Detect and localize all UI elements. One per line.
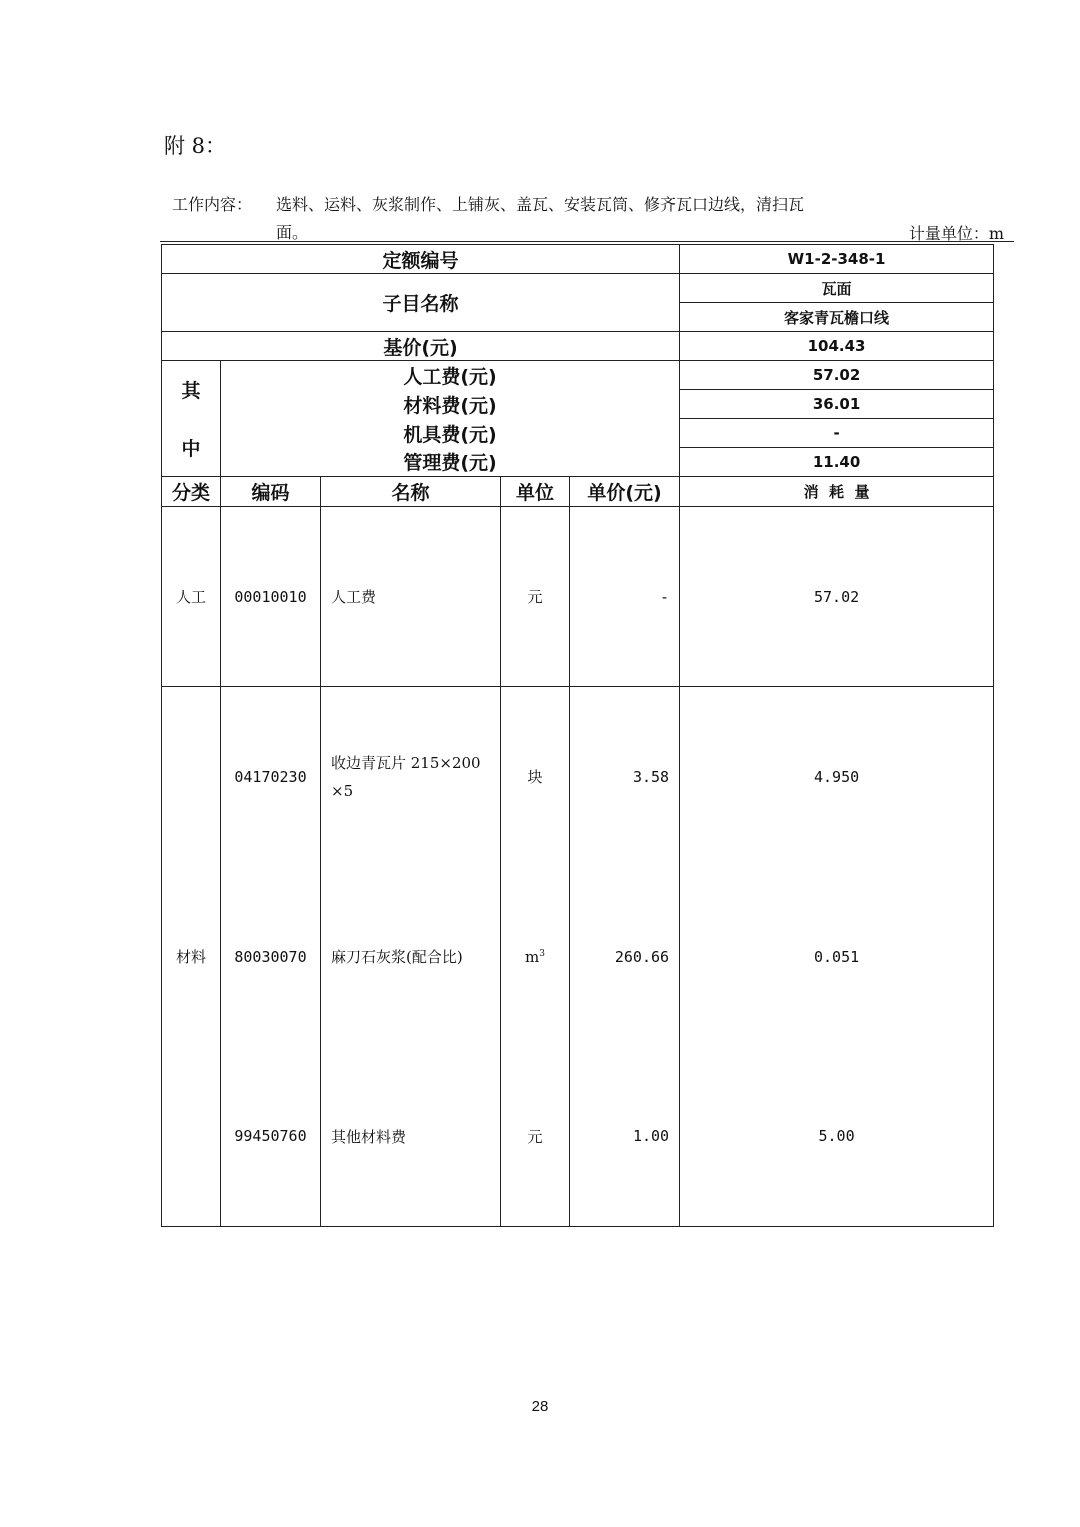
base-price-value: 104.43 (680, 332, 994, 361)
cost-value-management: 11.40 (680, 448, 994, 477)
header-unit-price: 单价(元) (570, 477, 680, 507)
quota-table (161, 244, 994, 1227)
material-category: 材料 (162, 687, 221, 1227)
material-unit-price: 260.66 (570, 867, 680, 1047)
material-unit-superscript: 3 (539, 948, 545, 959)
cost-value-labor: 57.02 (680, 361, 994, 390)
cost-label-management: 管理费(元) (221, 448, 680, 477)
page-number: 28 (531, 1398, 549, 1415)
material-unit-price: 1.00 (570, 1047, 680, 1227)
material-unit-price: 3.58 (570, 687, 680, 867)
work-content-line1: 选料、运料、灰浆制作、上铺灰、盖瓦、安装瓦筒、修齐瓦口边线，清扫瓦 (276, 195, 805, 214)
top-rule (160, 241, 1014, 242)
header-code: 编码 (221, 477, 321, 507)
material-name-line2: ×5 (331, 781, 354, 800)
material-unit (501, 867, 570, 1047)
cost-value-material: 36.01 (680, 390, 994, 419)
base-price-label: 基价(元) (162, 332, 680, 361)
quota-code-value: W1-2-348-1 (680, 245, 994, 274)
material-name (321, 687, 501, 867)
measurement-unit-note: 计量单位：m (908, 224, 1004, 243)
appendix-heading: 附 8： (164, 134, 227, 158)
labor-name: 人工费 (321, 507, 501, 687)
quota-code-label: 定额编号 (162, 245, 680, 274)
material-consumption: 4.950 (680, 687, 994, 867)
header-consumption: 消 耗 量 (680, 477, 994, 507)
labor-consumption: 57.02 (680, 507, 994, 687)
header-name: 名称 (321, 477, 501, 507)
material-name-line1: 收边青瓦片 215×200 (331, 753, 481, 772)
cost-label-labor: 人工费(元) (221, 361, 680, 390)
material-consumption: 0.051 (680, 867, 994, 1047)
table-row (162, 687, 994, 867)
header-category: 分类 (162, 477, 221, 507)
material-unit-base: m (525, 947, 540, 966)
material-name: 麻刀石灰浆(配合比) (321, 867, 501, 1047)
table-row (162, 507, 994, 687)
among-label-1: 其 (162, 361, 221, 419)
item-name-label: 子目名称 (162, 274, 680, 332)
item-name-line1: 瓦面 (680, 274, 994, 303)
material-code: 04170230 (221, 687, 321, 867)
among-label-2: 中 (162, 419, 221, 477)
table-row (162, 1047, 994, 1227)
item-name-line2: 客家青瓦檐口线 (680, 303, 994, 332)
labor-unit-price: - (570, 507, 680, 687)
material-code: 99450760 (221, 1047, 321, 1227)
labor-unit: 元 (501, 507, 570, 687)
material-name: 其他材料费 (321, 1047, 501, 1227)
header-unit: 单位 (501, 477, 570, 507)
material-code: 80030070 (221, 867, 321, 1047)
material-unit: 块 (501, 687, 570, 867)
cost-value-machinery: - (680, 419, 994, 448)
table-row (162, 867, 994, 1047)
work-content-line2: 面。 (276, 223, 309, 242)
labor-code: 00010010 (221, 507, 321, 687)
labor-category: 人工 (162, 507, 221, 687)
cost-label-machinery: 机具费(元) (221, 419, 680, 448)
work-content-label: 工作内容： (172, 195, 253, 214)
material-unit: 元 (501, 1047, 570, 1227)
material-consumption: 5.00 (680, 1047, 994, 1227)
cost-label-material: 材料费(元) (221, 390, 680, 419)
